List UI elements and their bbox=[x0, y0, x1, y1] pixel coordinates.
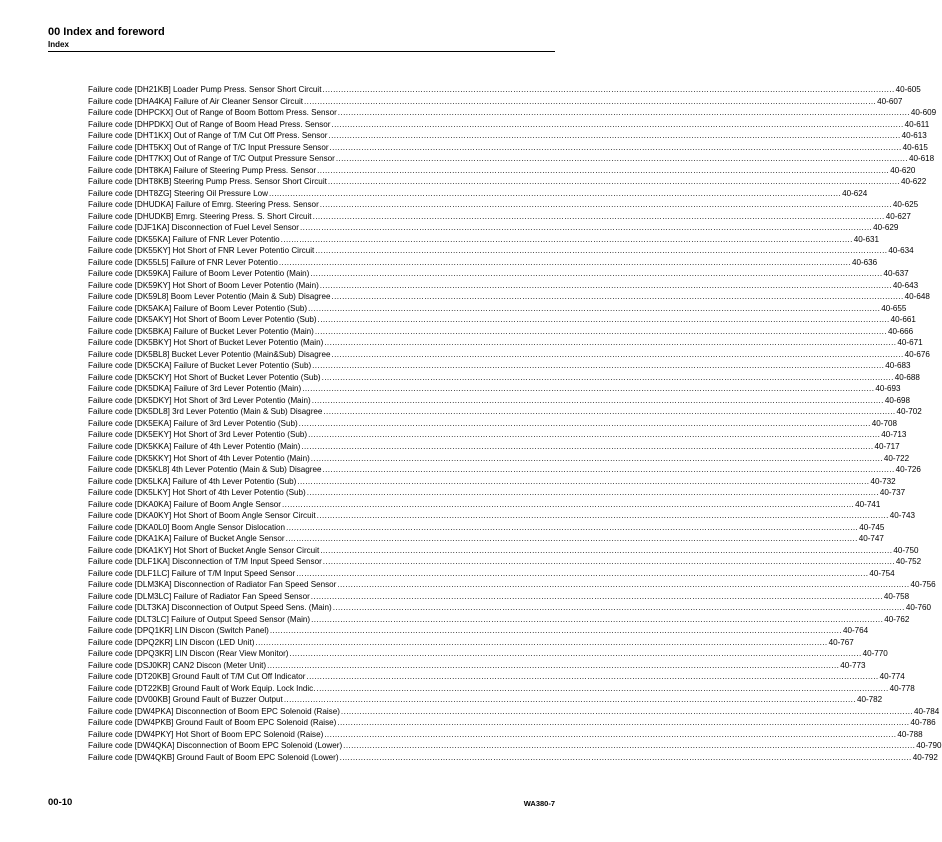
entry-page-ref: 40-698 bbox=[884, 395, 911, 405]
index-entry[interactable] bbox=[88, 257, 878, 269]
entry-page-ref: 40-620 bbox=[890, 165, 916, 175]
index-entry[interactable] bbox=[88, 533, 884, 545]
entry-title: Failure code [DLM3LC] Failure of Radiator Fan Speed Sensor bbox=[88, 591, 310, 601]
index-entry[interactable] bbox=[88, 545, 919, 557]
entry-title: Failure code [DSJ0KR] CAN2 Discon (Meter Unit) bbox=[88, 660, 267, 670]
dot-leader bbox=[282, 499, 854, 511]
index-entry[interactable] bbox=[88, 453, 910, 465]
entry-title: Failure code [DK5CKA] Failure of Bucket Lever Potentio (Sub) bbox=[88, 361, 312, 371]
index-entry[interactable] bbox=[88, 406, 922, 418]
index-entry[interactable] bbox=[88, 556, 922, 568]
dot-leader bbox=[279, 257, 851, 269]
dot-leader bbox=[336, 153, 908, 165]
entry-title: Failure code [DPQ2KR] LIN Discon (LED Unit) bbox=[88, 637, 255, 647]
index-entry[interactable] bbox=[88, 326, 914, 338]
index-entry[interactable] bbox=[88, 579, 936, 591]
entry-title: Failure code [DLT3KA] Disconnection of Output Speed Sens. (Main) bbox=[88, 603, 332, 613]
entry-page-ref: 40-758 bbox=[883, 591, 910, 601]
dot-leader bbox=[302, 383, 874, 395]
dot-leader bbox=[299, 418, 871, 430]
entry-page-ref: 40-750 bbox=[893, 545, 919, 555]
index-entry[interactable] bbox=[88, 222, 899, 234]
dot-leader bbox=[311, 591, 883, 603]
entry-page-ref: 40-624 bbox=[842, 188, 868, 198]
dot-leader bbox=[297, 476, 869, 488]
entry-title: Failure code [DJF1KA] Disconnection of Fuel Level Sensor bbox=[88, 223, 299, 233]
entry-page-ref: 40-722 bbox=[883, 453, 910, 463]
dot-leader bbox=[316, 683, 888, 695]
entry-page-ref: 40-732 bbox=[870, 476, 896, 486]
entry-page-ref: 40-693 bbox=[875, 384, 901, 394]
dot-leader bbox=[310, 268, 882, 280]
entry-title: Failure code [DK59L8] Boom Lever Potentio (Main & Sub) Disagree bbox=[88, 292, 331, 302]
dot-leader bbox=[322, 372, 894, 384]
entry-title: Failure code [DK59KA] Failure of Boom Lever Potentio (Main) bbox=[88, 269, 310, 279]
dot-leader bbox=[281, 234, 853, 246]
index-entry[interactable] bbox=[88, 729, 923, 741]
index-entry[interactable] bbox=[88, 648, 888, 660]
entry-title: Failure code [DW4PKY] Hot Short of Boom EPC Solenoid (Raise) bbox=[88, 729, 324, 739]
index-entry[interactable] bbox=[88, 130, 927, 142]
entry-page-ref: 40-760 bbox=[905, 603, 932, 613]
index-entry[interactable] bbox=[88, 119, 930, 131]
index-entry[interactable] bbox=[88, 142, 928, 154]
entry-page-ref: 40-611 bbox=[904, 119, 930, 129]
entry-title: Failure code [DK55KA] Failure of FNR Lever Potentio bbox=[88, 234, 280, 244]
entry-page-ref: 40-767 bbox=[828, 637, 854, 647]
dot-leader bbox=[328, 130, 900, 142]
entry-title: Failure code [DK5KKA] Failure of 4th Lever Potentio (Main) bbox=[88, 441, 301, 451]
dot-leader bbox=[331, 119, 903, 131]
index-entry[interactable] bbox=[88, 188, 868, 200]
entry-page-ref: 40-764 bbox=[842, 626, 869, 636]
index-entry[interactable] bbox=[88, 349, 930, 361]
dot-leader bbox=[337, 717, 909, 729]
entry-page-ref: 40-671 bbox=[897, 338, 923, 348]
entry-page-ref: 40-634 bbox=[888, 246, 914, 256]
index-entry[interactable] bbox=[88, 602, 932, 614]
entry-page-ref: 40-702 bbox=[896, 407, 922, 417]
index-entry[interactable] bbox=[88, 96, 903, 108]
dot-leader bbox=[269, 188, 841, 200]
index-entry[interactable] bbox=[88, 464, 921, 476]
index-entry[interactable] bbox=[88, 153, 935, 165]
dot-leader bbox=[311, 453, 883, 465]
index-entry[interactable] bbox=[88, 717, 936, 729]
entry-title: Failure code [DW4PKB] Ground Fault of Boom EPC Solenoid (Raise) bbox=[88, 718, 337, 728]
dot-leader bbox=[332, 291, 904, 303]
entry-page-ref: 40-688 bbox=[894, 372, 920, 382]
index-entry[interactable] bbox=[88, 637, 854, 649]
dot-leader bbox=[320, 545, 892, 557]
dot-leader bbox=[323, 406, 895, 418]
entry-page-ref: 40-629 bbox=[873, 223, 899, 233]
entry-page-ref: 40-752 bbox=[895, 557, 922, 567]
entry-title: Failure code [DHPCKX] Out of Range of Boom Bottom Press. Sensor bbox=[88, 108, 337, 118]
index-entry[interactable] bbox=[88, 740, 942, 752]
model-code: WA380-7 bbox=[523, 799, 555, 808]
dot-leader bbox=[328, 176, 900, 188]
dot-leader bbox=[324, 729, 896, 741]
index-entry[interactable] bbox=[88, 165, 916, 177]
dot-leader bbox=[296, 568, 868, 580]
index-entry[interactable] bbox=[88, 671, 905, 683]
entry-title: Failure code [DLF1LC] Failure of T/M Input Speed Sensor bbox=[88, 568, 296, 578]
index-entry[interactable] bbox=[88, 568, 895, 580]
dot-leader bbox=[286, 533, 858, 545]
entry-title: Failure code [DK5AKA] Failure of Boom Lever Potentio (Sub) bbox=[88, 303, 308, 313]
dot-leader bbox=[317, 510, 889, 522]
entry-title: Failure code [DHT8KB] Steering Pump Press. Sensor Short Circuit bbox=[88, 177, 327, 187]
index-entry[interactable] bbox=[88, 625, 869, 637]
entry-title: Failure code [DHA4KA] Failure of Air Cleaner Sensor Circuit bbox=[88, 96, 304, 106]
entry-page-ref: 40-605 bbox=[895, 85, 921, 94]
entry-page-ref: 40-774 bbox=[879, 672, 905, 682]
index-entry[interactable] bbox=[88, 418, 897, 430]
header-divider bbox=[48, 51, 555, 52]
entry-page-ref: 40-713 bbox=[881, 430, 907, 440]
dot-leader bbox=[338, 107, 910, 119]
entry-page-ref: 40-790 bbox=[916, 741, 942, 751]
entry-title: Failure code [DLT3LC] Failure of Output Speed Sensor (Main) bbox=[88, 614, 311, 624]
entry-page-ref: 40-631 bbox=[853, 234, 879, 244]
entry-page-ref: 40-792 bbox=[912, 752, 938, 762]
entry-page-ref: 40-676 bbox=[904, 349, 930, 359]
entry-page-ref: 40-726 bbox=[895, 465, 921, 475]
dot-leader bbox=[289, 648, 861, 660]
index-entry[interactable] bbox=[88, 84, 921, 96]
dot-leader bbox=[312, 395, 884, 407]
entry-page-ref: 40-609 bbox=[910, 108, 937, 118]
entry-page-ref: 40-788 bbox=[897, 729, 923, 739]
index-entry[interactable] bbox=[88, 199, 919, 211]
dot-leader bbox=[343, 740, 915, 752]
dot-leader bbox=[317, 165, 889, 177]
entry-title: Failure code [DK5AKY] Hot Short of Boom Lever Potentio (Sub) bbox=[88, 315, 317, 325]
index-entry[interactable] bbox=[88, 107, 937, 119]
index-entry[interactable] bbox=[88, 660, 866, 672]
index-entry[interactable] bbox=[88, 372, 920, 384]
entry-title: Failure code [DK5EKY] Hot Short of 3rd Lever Potentio (Sub) bbox=[88, 430, 308, 440]
entry-title: Failure code [DHT5KX] Out of Range of T/C Input Pressure Sensor bbox=[88, 142, 329, 152]
entry-page-ref: 40-607 bbox=[877, 96, 903, 106]
dot-leader bbox=[286, 522, 858, 534]
index-entry[interactable] bbox=[88, 429, 907, 441]
entry-page-ref: 40-615 bbox=[902, 142, 928, 152]
entry-page-ref: 40-708 bbox=[871, 418, 897, 428]
entry-title: Failure code [DHT7KX] Out of Range of T/C Output Pressure Sensor bbox=[88, 154, 335, 164]
entry-page-ref: 40-648 bbox=[904, 292, 930, 302]
entry-title: Failure code [DPQ3KR] LIN Discon (Rear View Monitor) bbox=[88, 649, 289, 659]
dot-leader bbox=[313, 211, 885, 223]
entry-title: Failure code [DK59KY] Hot Short of Boom Lever Potentio (Main) bbox=[88, 280, 319, 290]
section-title: 00 Index and foreword bbox=[48, 26, 165, 38]
entry-title: Failure code [DHT8KA] Failure of Steering Pump Press. Sensor bbox=[88, 165, 317, 175]
dot-leader bbox=[284, 694, 856, 706]
index-entry[interactable] bbox=[88, 314, 916, 326]
dot-leader bbox=[308, 429, 880, 441]
dot-leader bbox=[320, 199, 892, 211]
entry-page-ref: 40-784 bbox=[914, 706, 940, 716]
dot-leader bbox=[315, 245, 887, 257]
entry-page-ref: 40-636 bbox=[851, 257, 878, 267]
entry-page-ref: 40-737 bbox=[879, 488, 906, 498]
entry-title: Failure code [DPQ1KR] LIN Discon (Switch Panel) bbox=[88, 626, 269, 636]
dot-leader bbox=[320, 280, 892, 292]
dot-leader bbox=[333, 602, 905, 614]
index-entry[interactable] bbox=[88, 522, 885, 534]
dot-leader bbox=[330, 142, 902, 154]
entry-title: Failure code [DK5BKA] Failure of Bucket Lever Potentio (Main) bbox=[88, 326, 314, 336]
entry-page-ref: 40-756 bbox=[910, 580, 936, 590]
dot-leader bbox=[332, 349, 904, 361]
index-entry[interactable] bbox=[88, 268, 909, 280]
dot-leader bbox=[306, 671, 878, 683]
index-entry[interactable] bbox=[88, 234, 879, 246]
subsection-title: Index bbox=[48, 40, 69, 49]
entry-page-ref: 40-683 bbox=[885, 361, 911, 371]
dot-leader bbox=[341, 706, 913, 718]
entry-title: Failure code [DW4QKA] Disconnection of Boom EPC Solenoid (Lower) bbox=[88, 741, 343, 751]
dot-leader bbox=[300, 222, 872, 234]
index-entry[interactable] bbox=[88, 752, 938, 764]
index-entry[interactable] bbox=[88, 591, 910, 603]
entry-page-ref: 40-661 bbox=[890, 315, 916, 325]
entry-page-ref: 40-637 bbox=[883, 269, 909, 279]
dot-leader bbox=[267, 660, 839, 672]
entry-title: Failure code [DHUDKB] Emrg. Steering Press. S. Short Circuit bbox=[88, 211, 312, 221]
entry-title: Failure code [DT20KB] Ground Fault of T/M Cut Off Indicator bbox=[88, 672, 306, 682]
index-entry[interactable] bbox=[88, 395, 911, 407]
entry-page-ref: 40-747 bbox=[858, 534, 884, 544]
entry-title: Failure code [DKA1KA] Failure of Bucket Angle Sensor bbox=[88, 534, 285, 544]
index-entry[interactable] bbox=[88, 499, 881, 511]
index-entry[interactable] bbox=[88, 211, 911, 223]
dot-leader bbox=[340, 752, 912, 764]
dot-leader bbox=[301, 441, 873, 453]
entry-page-ref: 40-745 bbox=[859, 522, 885, 532]
index-entry[interactable] bbox=[88, 280, 919, 292]
index-entry[interactable] bbox=[88, 360, 911, 372]
entry-page-ref: 40-754 bbox=[869, 568, 895, 578]
entry-title: Failure code [DHT1KX] Out of Range of T/M Cut Off Press. Sensor bbox=[88, 131, 328, 141]
entry-page-ref: 40-770 bbox=[862, 649, 888, 659]
entry-page-ref: 40-778 bbox=[889, 683, 915, 693]
entry-page-ref: 40-743 bbox=[889, 511, 915, 521]
entry-title: Failure code [DK55KY] Hot Short of FNR Lever Potentio Circuit bbox=[88, 246, 315, 256]
entry-title: Failure code [DKA0L0] Boom Angle Sensor Dislocation bbox=[88, 522, 286, 532]
entry-title: Failure code [DH21KB] Loader Pump Press. Sensor Short Circuit bbox=[88, 85, 322, 94]
entry-page-ref: 40-786 bbox=[910, 718, 936, 728]
entry-page-ref: 40-717 bbox=[874, 441, 900, 451]
entry-page-ref: 40-613 bbox=[901, 131, 927, 141]
entry-page-ref: 40-622 bbox=[901, 177, 927, 187]
dot-leader bbox=[255, 637, 827, 649]
dot-leader bbox=[311, 614, 883, 626]
entry-title: Failure code [DW4PKA] Disconnection of Boom EPC Solenoid (Raise) bbox=[88, 706, 340, 716]
entry-title: Failure code [DK5KKY] Hot Short of 4th Lever Potentio (Main) bbox=[88, 453, 310, 463]
dot-leader bbox=[304, 96, 876, 108]
index-list bbox=[88, 84, 942, 763]
entry-title: Failure code [DK5LKA] Failure of 4th Lever Potentio (Sub) bbox=[88, 476, 297, 486]
entry-title: Failure code [DLF1KA] Disconnection of T/M Input Speed Sensor bbox=[88, 557, 322, 567]
entry-title: Failure code [DK5DL8] 3rd Lever Potentio (Main & Sub) Disagree bbox=[88, 407, 323, 417]
entry-page-ref: 40-655 bbox=[881, 303, 907, 313]
entry-page-ref: 40-782 bbox=[856, 695, 883, 705]
dot-leader bbox=[318, 314, 890, 326]
entry-title: Failure code [DHUDKA] Failure of Emrg. Steering Press. Sensor bbox=[88, 200, 319, 210]
dot-leader bbox=[307, 487, 879, 499]
dot-leader bbox=[270, 625, 842, 637]
dot-leader bbox=[323, 464, 895, 476]
index-entry[interactable] bbox=[88, 337, 923, 349]
index-entry[interactable] bbox=[88, 303, 907, 315]
entry-title: Failure code [DW4QKB] Ground Fault of Boom EPC Solenoid (Lower) bbox=[88, 752, 339, 762]
entry-title: Failure code [DK55L5] Failure of FNR Lever Potentio bbox=[88, 257, 278, 267]
entry-title: Failure code [DK5DKA] Failure of 3rd Lever Potentio (Main) bbox=[88, 384, 302, 394]
index-entry[interactable] bbox=[88, 694, 883, 706]
entry-title: Failure code [DV00KB] Ground Fault of Buzzer Output bbox=[88, 695, 283, 705]
index-entry[interactable] bbox=[88, 706, 940, 718]
page-number: 00-10 bbox=[48, 797, 73, 808]
index-entry[interactable] bbox=[88, 487, 906, 499]
entry-page-ref: 40-643 bbox=[892, 280, 919, 290]
index-entry[interactable] bbox=[88, 683, 915, 695]
entry-title: Failure code [DT22KB] Ground Fault of Work Equip. Lock Indic. bbox=[88, 683, 316, 693]
entry-title: Failure code [DLM3KA] Disconnection of Radiator Fan Speed Sensor bbox=[88, 580, 337, 590]
dot-leader bbox=[308, 303, 880, 315]
entry-title: Failure code [DK5EKA] Failure of 3rd Lever Potentio (Sub) bbox=[88, 418, 298, 428]
dot-leader bbox=[323, 556, 895, 568]
dot-leader bbox=[315, 326, 887, 338]
index-entry[interactable] bbox=[88, 476, 896, 488]
index-entry[interactable] bbox=[88, 291, 930, 303]
entry-page-ref: 40-762 bbox=[884, 614, 910, 624]
dot-leader bbox=[337, 579, 909, 591]
entry-title: Failure code [DK5BL8] Bucket Lever Potentio (Main&Sub) Disagree bbox=[88, 349, 331, 359]
dot-leader bbox=[312, 360, 884, 372]
entry-title: Failure code [DK5BKY] Hot Short of Bucket Lever Potentio (Main) bbox=[88, 338, 324, 348]
dot-leader bbox=[324, 337, 896, 349]
dot-leader bbox=[322, 84, 894, 96]
entry-title: Failure code [DK5LKY] Hot Short of 4th Lever Potentio (Sub) bbox=[88, 488, 306, 498]
entry-title: Failure code [DHPDKX] Out of Range of Boom Head Press. Sensor bbox=[88, 119, 331, 129]
entry-title: Failure code [DKA0KA] Failure of Boom Angle Sensor bbox=[88, 499, 282, 509]
entry-page-ref: 40-625 bbox=[892, 200, 919, 210]
index-entry[interactable] bbox=[88, 441, 900, 453]
entry-page-ref: 40-773 bbox=[840, 660, 866, 670]
entry-title: Failure code [DKA1KY] Hot Short of Bucket Angle Sensor Circuit bbox=[88, 545, 320, 555]
index-entry[interactable] bbox=[88, 176, 927, 188]
entry-title: Failure code [DKA0KY] Hot Short of Boom Angle Sensor Circuit bbox=[88, 511, 316, 521]
index-entry[interactable] bbox=[88, 510, 915, 522]
entry-page-ref: 40-741 bbox=[855, 499, 881, 509]
entry-page-ref: 40-666 bbox=[887, 326, 914, 336]
entry-title: Failure code [DK5CKY] Hot Short of Bucket Lever Potentio (Sub) bbox=[88, 372, 321, 382]
entry-title: Failure code [DHT8ZG] Steering Oil Pressure Low bbox=[88, 188, 268, 198]
entry-title: Failure code [DK5KL8] 4th Lever Potentio (Main & Sub) Disagree bbox=[88, 465, 322, 475]
entry-page-ref: 40-618 bbox=[908, 154, 935, 164]
index-entry[interactable] bbox=[88, 383, 901, 395]
index-entry[interactable] bbox=[88, 245, 914, 257]
index-entry[interactable] bbox=[88, 614, 910, 626]
entry-title: Failure code [DK5DKY] Hot Short of 3rd Lever Potentio (Main) bbox=[88, 395, 311, 405]
entry-page-ref: 40-627 bbox=[885, 211, 911, 221]
